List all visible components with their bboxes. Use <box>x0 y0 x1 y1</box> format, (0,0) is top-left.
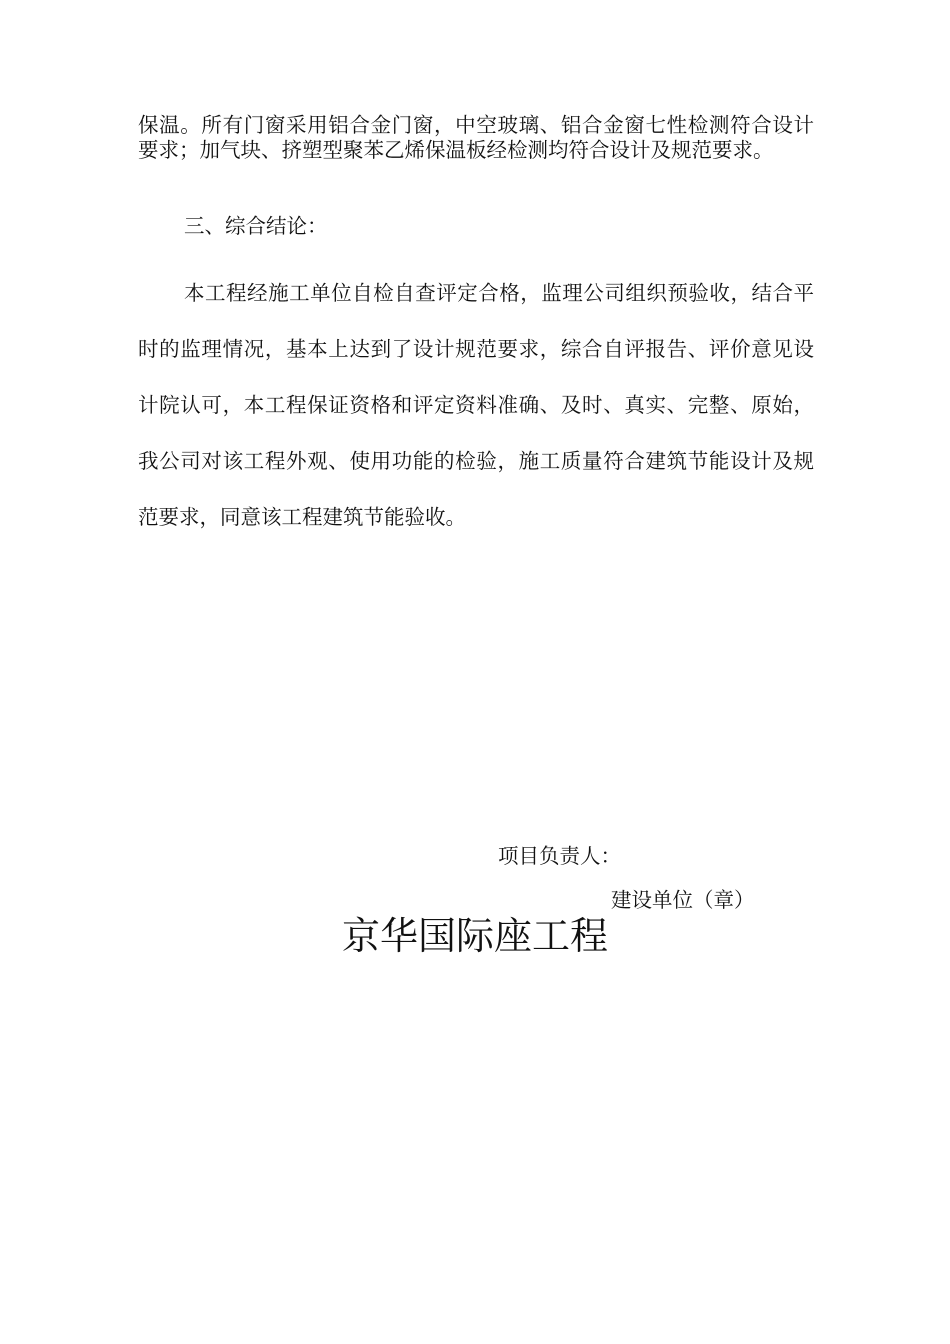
project-leader-label: 项目负责人： <box>498 844 621 868</box>
section-heading: 三、综合结论： <box>184 214 328 238</box>
top-paragraph: 保温。所有门窗采用铝合金门窗，中空玻璃、铝合金窗七性检测符合设计要求；加气块、挤塑型聚苯乙烯保温板经检测均符合设计及规范要求。 <box>138 113 814 162</box>
project-name: 京华国际座工程 <box>342 914 609 958</box>
conclusion-paragraph: 本工程经施工单位自检自查评定合格，监理公司组织预验收，结合平时的监理情况，基本上达到了设计规范要求，综合自评报告、评价意见设计院认可，本工程保证资格和评定资料准确、及时、真实、完整、原始，我公司对该工程外观、使用功能的检验，施工质量符合建筑节能设计及规范要求，同意该工程建筑节能验收。 <box>138 281 814 529</box>
construction-unit-label: 建设单位（章） <box>611 888 755 912</box>
